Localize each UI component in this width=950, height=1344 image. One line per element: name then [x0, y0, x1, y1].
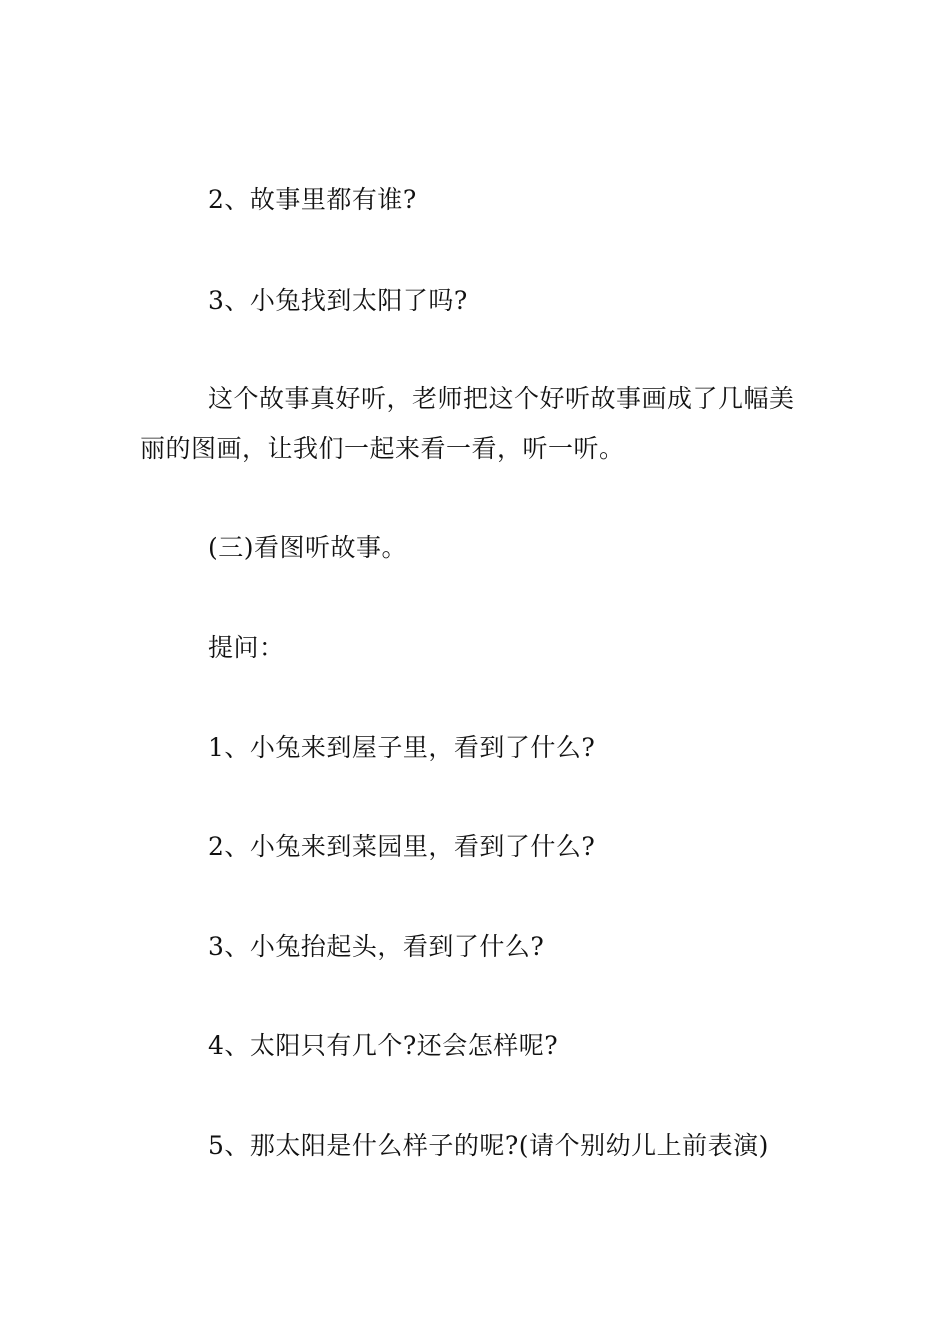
section-heading: (三)看图听故事。 — [208, 533, 408, 562]
question-found-sun: 3、小兔找到太阳了吗? — [208, 286, 468, 315]
question-who: 2、故事里都有谁? — [208, 185, 417, 214]
paragraph-line-2: 丽的图画，让我们一起来看一看，听一听。 — [140, 434, 625, 463]
question-sun-shape: 5、那太阳是什么样子的呢?(请个别幼儿上前表演) — [208, 1131, 769, 1160]
question-house: 1、小兔来到屋子里，看到了什么? — [208, 733, 596, 762]
question-how-many-suns: 4、太阳只有几个?还会怎样呢? — [208, 1031, 559, 1060]
question-look-up: 3、小兔抬起头，看到了什么? — [208, 932, 545, 961]
question-garden: 2、小兔来到菜园里，看到了什么? — [208, 832, 596, 861]
questions-label: 提问： — [208, 633, 285, 662]
paragraph-line-1: 这个故事真好听，老师把这个好听故事画成了几幅美 — [208, 384, 795, 413]
